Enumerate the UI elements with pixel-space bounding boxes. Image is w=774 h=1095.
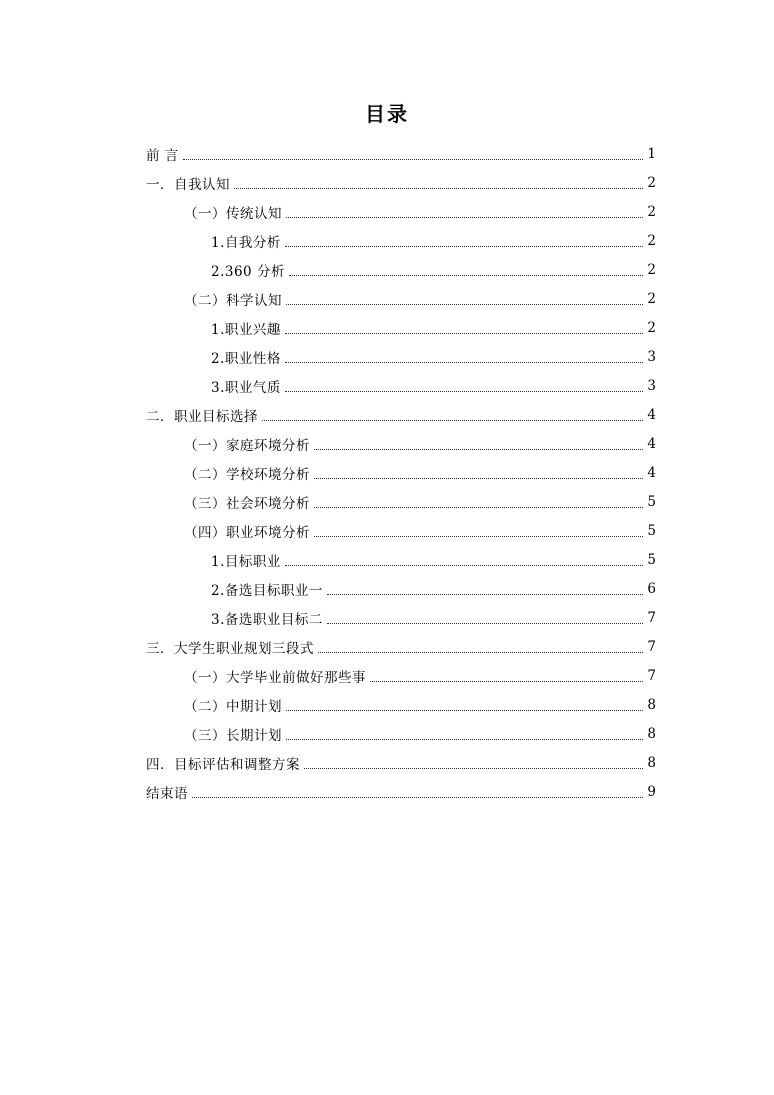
toc-page-number: 5 (647, 493, 656, 510)
toc-page-number: 9 (647, 783, 656, 800)
toc-entry-title: 1.职业兴趣 (211, 321, 281, 338)
toc-page-number: 2 (647, 203, 656, 220)
toc-entry[interactable] (146, 516, 656, 545)
toc-entry[interactable] (146, 545, 656, 574)
toc-page-number: 7 (647, 609, 656, 626)
toc-page-number: 5 (647, 551, 656, 568)
dot-leader (285, 245, 643, 247)
dot-leader (285, 564, 643, 566)
toc-entry[interactable] (146, 226, 656, 255)
toc-page-number: 2 (647, 232, 656, 249)
toc-entry[interactable] (146, 719, 656, 748)
toc-entry-title: 3.备选职业目标二 (211, 611, 323, 628)
toc-page-number: 3 (647, 377, 656, 394)
toc-page-number: 3 (647, 348, 656, 365)
toc-entry-title: （二）学校环境分析 (184, 466, 310, 483)
toc-entry[interactable] (146, 255, 656, 284)
toc-entry[interactable] (146, 284, 656, 313)
dot-leader (314, 448, 643, 450)
dot-leader (314, 535, 643, 537)
dot-leader (183, 158, 643, 160)
toc-entry-title: 1.自我分析 (211, 234, 281, 251)
dot-leader (314, 477, 643, 479)
dot-leader (285, 332, 643, 334)
toc-entry-title: 结束语 (146, 785, 188, 802)
toc-entry-title: 四．目标评估和调整方案 (146, 756, 300, 773)
toc-entry-title: （二）科学认知 (184, 292, 282, 309)
toc-page-number: 2 (647, 174, 656, 191)
table-of-contents (146, 139, 656, 806)
toc-entry[interactable] (146, 458, 656, 487)
toc-page-number: 1 (647, 145, 656, 162)
toc-entry[interactable] (146, 400, 656, 429)
toc-entry-title: （四）职业环境分析 (184, 524, 310, 541)
toc-page-number: 4 (647, 435, 656, 452)
toc-entry-title: 2.职业性格 (211, 350, 281, 367)
dot-leader (304, 767, 643, 769)
dot-leader (318, 651, 643, 653)
toc-entry[interactable] (146, 487, 656, 516)
toc-entry-title: （一）家庭环境分析 (184, 437, 310, 454)
toc-entry[interactable] (146, 313, 656, 342)
dot-leader (285, 361, 643, 363)
toc-entry-title: 三．大学生职业规划三段式 (146, 640, 314, 657)
toc-page-number: 8 (647, 696, 656, 713)
toc-page-number: 4 (647, 464, 656, 481)
toc-page-number: 8 (647, 725, 656, 742)
toc-page-number: 2 (647, 261, 656, 278)
toc-entry-title: （三）社会环境分析 (184, 495, 310, 512)
toc-page-number: 7 (647, 667, 656, 684)
toc-entry[interactable] (146, 429, 656, 458)
dot-leader (314, 506, 643, 508)
toc-entry[interactable] (146, 371, 656, 400)
toc-entry-title: 一．自我认知 (146, 176, 230, 193)
toc-entry-title: 前 言 (146, 147, 179, 164)
dot-leader (286, 303, 643, 305)
toc-page-number: 5 (647, 522, 656, 539)
toc-page-number: 8 (647, 754, 656, 771)
page-title: 目录 (365, 102, 409, 126)
toc-entry[interactable] (146, 690, 656, 719)
toc-page-number: 7 (647, 638, 656, 655)
toc-entry-title: （二）中期计划 (184, 698, 282, 715)
dot-leader (286, 216, 643, 218)
dot-leader (286, 738, 643, 740)
toc-entry-title: 1.目标职业 (211, 553, 281, 570)
toc-entry[interactable] (146, 574, 656, 603)
dot-leader (234, 187, 643, 189)
toc-entry[interactable] (146, 632, 656, 661)
toc-entry-title: 3.职业气质 (211, 379, 281, 396)
toc-entry[interactable] (146, 168, 656, 197)
toc-entry[interactable] (146, 197, 656, 226)
toc-entry-title: （一）大学毕业前做好那些事 (184, 669, 366, 686)
dot-leader (370, 680, 643, 682)
dot-leader (285, 390, 643, 392)
dot-leader (286, 709, 643, 711)
dot-leader (192, 796, 643, 798)
toc-page-number: 2 (647, 290, 656, 307)
toc-entry-title: 2.备选目标职业一 (211, 582, 323, 599)
dot-leader (289, 274, 643, 276)
toc-entry-title: （一）传统认知 (184, 205, 282, 222)
dot-leader (327, 593, 643, 595)
toc-page-number: 2 (647, 319, 656, 336)
toc-entry[interactable] (146, 661, 656, 690)
toc-entry-title: 2.360 分析 (211, 263, 285, 280)
toc-entry-title: 二．职业目标选择 (146, 408, 258, 425)
toc-entry[interactable] (146, 777, 656, 806)
toc-page-number: 6 (647, 580, 656, 597)
toc-entry[interactable] (146, 603, 656, 632)
dot-leader (262, 419, 643, 421)
toc-entry[interactable] (146, 139, 656, 168)
dot-leader (327, 622, 643, 624)
toc-entry-title: （三）长期计划 (184, 727, 282, 744)
toc-entry[interactable] (146, 342, 656, 371)
toc-page-number: 4 (647, 406, 656, 423)
toc-entry[interactable] (146, 748, 656, 777)
